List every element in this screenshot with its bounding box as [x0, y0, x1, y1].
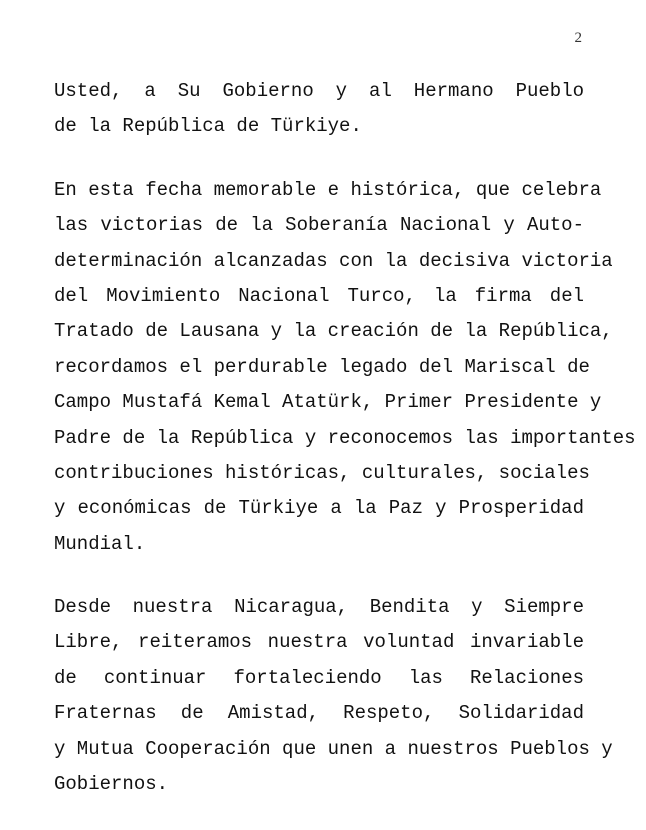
text-line: de la República de Türkiye. — [54, 115, 362, 138]
page-number: 2 — [574, 30, 582, 46]
letter-body — [54, 74, 636, 830]
text-line: Gobiernos. — [54, 773, 169, 796]
text-line: Tratado de Lausana y la creación de la República, — [54, 320, 613, 343]
text-line: y Mutua Cooperación que unen a nuestros Pueblos y — [54, 737, 613, 760]
text-line: determinación alcanzadas con la decisiva victoria — [54, 249, 613, 272]
text-line: Campo Mustafá Kemal Atatürk, Primer Presidente y — [54, 391, 602, 414]
text-line: Mundial. — [54, 532, 146, 555]
text-line: de continuar fortaleciendo las Relaciones — [54, 666, 584, 689]
text-line: recordamos el perdurable legado del Mariscal de — [54, 355, 590, 378]
text-line: contribuciones históricas, culturales, sociales — [54, 461, 590, 484]
text-line: Fraternas de Amistad, Respeto, Solidaridad — [54, 702, 584, 725]
text-line: del Movimiento Nacional Turco, la firma del — [54, 284, 584, 307]
paragraph-3 — [54, 590, 613, 802]
text-line: las victorias de la Soberanía Nacional y Auto- — [54, 214, 584, 237]
text-line: En esta fecha memorable e histórica, que celebra — [54, 178, 602, 201]
paragraph-2 — [54, 173, 636, 562]
text-line: Desde nuestra Nicaragua, Bendita y Siempre — [54, 596, 584, 619]
text-line: Padre de la República y reconocemos las importantes — [54, 426, 636, 449]
paragraph-1 — [54, 74, 584, 145]
text-line: y económicas de Türkiye a la Paz y Prosperidad — [54, 497, 584, 520]
text-line: Usted, a Su Gobierno y al Hermano Pueblo — [54, 80, 584, 102]
text-line: Libre, reiteramos nuestra voluntad invariable — [54, 631, 584, 654]
